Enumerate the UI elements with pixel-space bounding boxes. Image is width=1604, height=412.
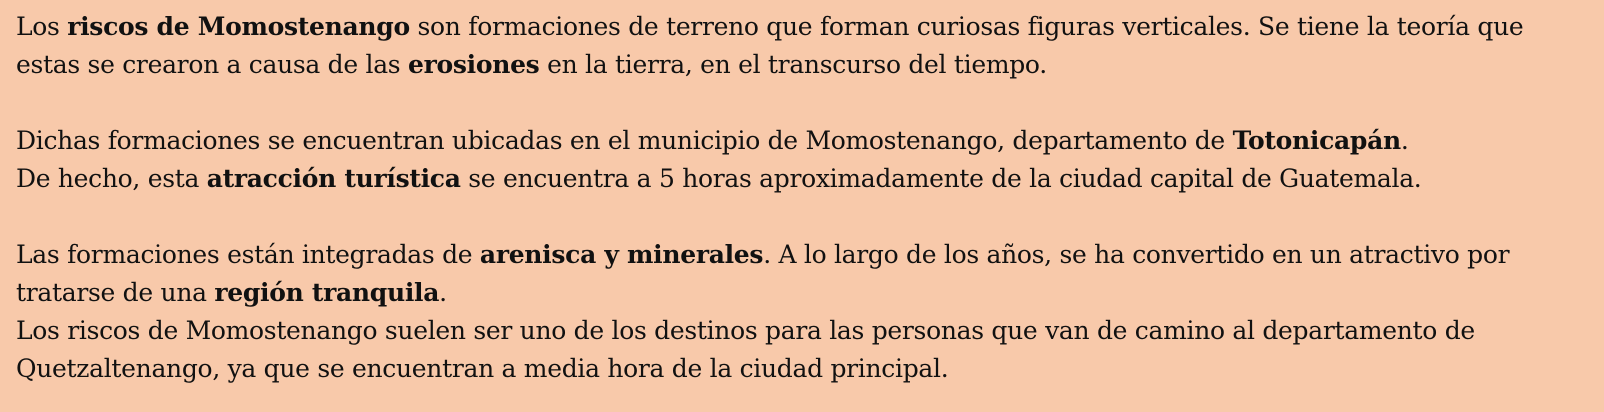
text-segment: Los riscos de Momostenango suelen ser uno de los destinos para las personas que van de camino al departamento de Quetzaltenango, ya que se encuentran a media hora de la ciudad principal. bbox=[16, 316, 1475, 383]
paragraph-formaciones bbox=[16, 236, 1588, 312]
text-segment: se encuentra a 5 horas aproximadamente de la ciudad capital de Guatemala. bbox=[460, 164, 1422, 193]
bold-term-riscos: riscos de Momostenango bbox=[67, 12, 410, 41]
text-segment: en la tierra, en el transcurso del tiempo. bbox=[539, 50, 1047, 79]
text-segment: De hecho, esta bbox=[16, 164, 207, 193]
text-segment: Los bbox=[16, 12, 68, 41]
text-segment: Dichas formaciones se encuentran ubicadas en el municipio de Momostenango, departamento de bbox=[16, 126, 1233, 155]
bold-term-region: región tranquila bbox=[214, 278, 440, 307]
bold-term-erosiones: erosiones bbox=[408, 50, 540, 79]
text-segment: . bbox=[1400, 126, 1409, 155]
bold-term-totonicapan: Totonicapán bbox=[1232, 126, 1401, 155]
text-segment: Las formaciones están integradas de bbox=[16, 240, 480, 269]
text-segment: son formaciones de terreno que forman curiosas figuras verticales. Se tiene la teoría que estas se crearon a causa de las bbox=[16, 12, 1524, 79]
text-segment: . A lo largo de los años, se ha convertido en un atractivo por tratarse de una bbox=[16, 240, 1510, 307]
paragraph-riscos-intro bbox=[16, 8, 1588, 84]
bold-term-atraccion: atracción turística bbox=[206, 164, 461, 193]
paragraph-destinos bbox=[16, 312, 1588, 388]
text-segment: . bbox=[439, 278, 447, 307]
bold-term-arenisca: arenisca y minerales bbox=[479, 240, 764, 269]
paragraph-ubicacion bbox=[16, 122, 1588, 198]
